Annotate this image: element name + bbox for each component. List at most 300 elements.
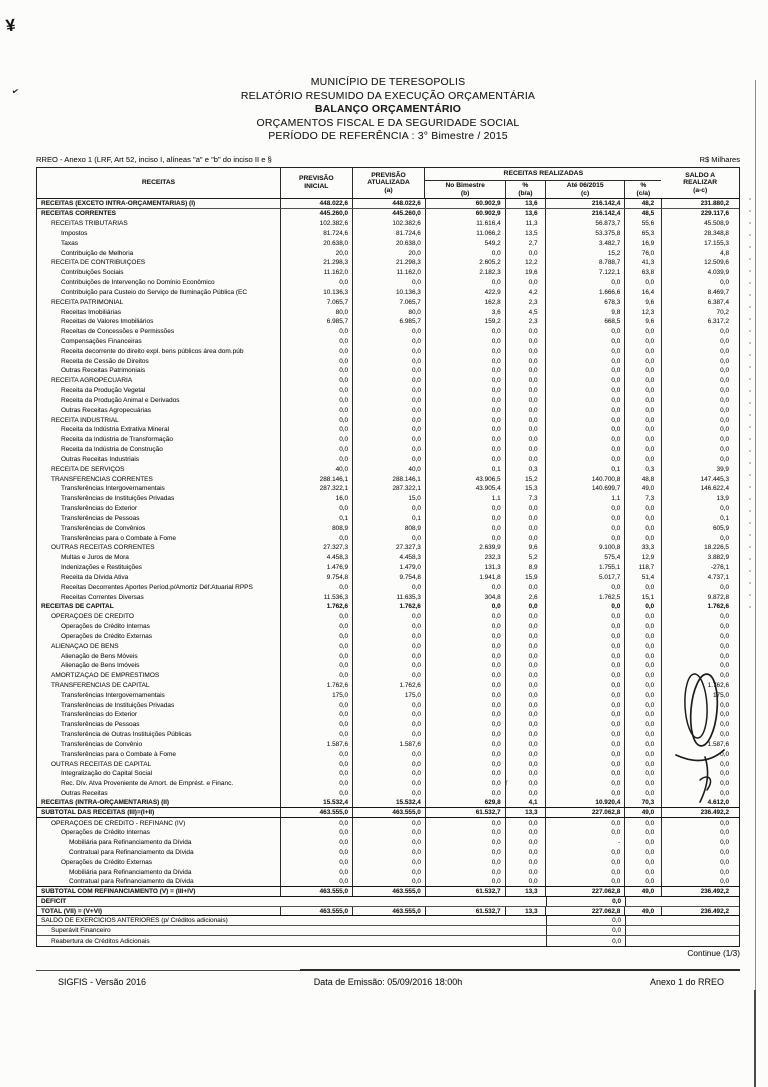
cell-saldo-a-realizar: 1.587,6 [661,740,739,750]
cell-no-bimestre: 0,0 [425,327,505,337]
cell-no-bimestre: 0,0 [425,514,505,524]
table-row [37,867,739,877]
cell-saldo-a-realizar: 0,0 [661,789,739,799]
cell-pct-ba: 13,6 [505,199,545,208]
cell-previsao-inicial: 288.146,1 [280,474,352,484]
row-label: Transferências de Pessoas [61,721,140,729]
row-label: TOTAL (VII) = (V+VI) [41,907,103,915]
cell-ate-062015: 0,0 [545,631,625,641]
table-row [37,641,739,651]
scan-margin-dots [749,198,751,618]
cell-pct-ba: 0,0 [505,779,545,789]
cell-previsao-inicial: 463.555,0 [280,887,352,896]
row-label: TRANSFERÊNCIAS CORRENTES [51,475,153,483]
cell-ate-062015: 0,0 [545,661,625,671]
cell-pct-ca: 12,3 [624,307,661,317]
cell-saldo-a-realizar: 28.348,8 [661,228,739,238]
cell-pct-ba: 15,3 [505,484,545,494]
cell-previsao-inicial: 20,0 [280,248,352,258]
cell-previsao-atualizada: 0,0 [352,327,425,337]
table-row [37,808,739,818]
cell-no-bimestre: 0,0 [425,720,505,730]
cell-saldo-a-realizar: 0,0 [661,346,739,356]
cell-no-bimestre: 0,0 [425,877,505,886]
cell-ate-062015: 8.788,7 [545,258,625,268]
cell-no-bimestre: 2.182,3 [425,268,505,278]
cell-previsao-atualizada: 1.587,6 [352,740,425,750]
cell-ate-062015: 3.482,7 [545,238,625,248]
row-label: Transferências do Exterior [61,711,137,719]
row-label: Rec. Dív. Atva Proveniente de Amort. de Emprést. e Financ. [61,780,234,788]
cell-previsao-inicial: 11.536,3 [280,592,352,602]
cell-previsao-inicial: 287.322,1 [280,484,352,494]
cell-pct-ba: 0,0 [505,867,545,877]
cell-ate-062015: 0,0 [545,710,625,720]
cell-previsao-inicial: 0,0 [280,759,352,769]
cell-previsao-atualizada: 15.532,4 [352,799,425,808]
cell-ate-062015: 9.100,8 [545,543,625,553]
cell-previsao-atualizada: 0,0 [352,376,425,386]
cell-no-bimestre: 0,0 [425,366,505,376]
cell-pct-ca: 49,0 [624,808,661,817]
continue-note: Continue (1/3) [687,948,740,958]
cell-ate-062015: 0,0 [545,700,625,710]
cell-saldo-a-realizar: 18.226,5 [661,543,739,553]
cell-pct-ba: 2,7 [505,238,545,248]
table-row [37,700,739,710]
cell-previsao-inicial: 1.587,6 [280,740,352,750]
cell-saldo-a-realizar: 0,0 [661,405,739,415]
table-row [37,936,739,946]
cell-no-bimestre: 0,0 [425,710,505,720]
table-row [37,386,739,396]
table-row [37,671,739,681]
cell-ate-062015: 216.142,4 [545,209,625,219]
row-label: Operações de Crédito Externas [61,632,153,640]
cell-previsao-inicial: 0,0 [280,445,352,455]
cell-no-bimestre: 0,0 [425,867,505,877]
cell-pct-ca: 49,0 [624,484,661,494]
cell-saldo-a-realizar: 0,0 [661,818,739,828]
cell-previsao-inicial: 0,0 [280,386,352,396]
cell-pct-ca: 0,0 [624,828,661,838]
cell-no-bimestre: 0,0 [425,386,505,396]
cell-previsao-atualizada: 0,0 [352,759,425,769]
table-row [37,572,739,582]
cell-previsao-atualizada: 0,0 [352,779,425,789]
cell-previsao-atualizada: 20.638,0 [352,238,425,248]
cell-no-bimestre: 0,0 [425,740,505,750]
cell-pct-ba: 0,0 [505,769,545,779]
row-label: Superávit Financeiro [51,927,111,935]
cell-ate-062015: 0,0 [545,405,625,415]
cell-pct-ca: 0,0 [624,366,661,376]
cell-saldo-a-realizar: 0,0 [661,366,739,376]
cell-previsao-inicial: 0,0 [280,720,352,730]
cell-pct-ba: 0,0 [505,337,545,347]
cell-previsao-inicial: 0,0 [280,504,352,514]
cell-pct-ca: 0,0 [624,396,661,406]
cell-saldo-a-realizar: 146.622,4 [661,484,739,494]
cell-no-bimestre: 0,0 [425,582,505,592]
cell-previsao-atualizada: 0,0 [352,749,425,759]
cell-pct-ca: 0,0 [624,749,661,759]
cell-previsao-inicial: 0,0 [280,425,352,435]
cell-saldo-a-realizar: 0,0 [661,867,739,877]
cell-pct-ca: 0,0 [624,346,661,356]
cell-pct-ba: 0,0 [505,278,545,288]
cell-ate-062015: 0,0 [545,523,625,533]
row-label: SUBTOTAL DAS RECEITAS (III)=(I+II) [41,809,155,817]
cell-previsao-atualizada: 1.479,0 [352,563,425,573]
cell-previsao-inicial: 0,0 [280,396,352,406]
row-label: Contratual para Refinanciamento da Dívida [69,849,194,857]
cell-no-bimestre: 43.906,5 [425,474,505,484]
table-row [37,484,739,494]
cell-pct-ba: 0,0 [505,710,545,720]
cell-previsao-inicial: 0,0 [280,848,352,858]
annex-line [36,155,740,164]
cell-pct-ca: 7,3 [624,494,661,504]
cell-ate-062015: 0,0 [545,445,625,455]
reference-period: PERÍODO DE REFERÊNCIA : 3° Bimestre / 2015 [268,130,508,142]
row-label: Mobiliária para Refinanciamento da Dívida [69,868,192,876]
cell-saldo-a-realizar: 0,0 [661,700,739,710]
row-label: Contribuição de Melhoria [61,249,134,257]
cell-previsao-inicial: 0,0 [280,327,352,337]
cell-ate-062015: 227.062,8 [545,907,625,916]
cell-no-bimestre: 0,0 [425,690,505,700]
table-row [37,307,739,317]
cell-previsao-inicial: 0,0 [280,415,352,425]
table-row [37,228,739,238]
cell-pct-ca: 0,0 [624,356,661,366]
cell-pct-ba: 0,0 [505,435,545,445]
cell-previsao-inicial: 4.458,3 [280,553,352,563]
cell-pct-ba: 0,0 [505,857,545,867]
table-row [37,474,739,484]
cell-previsao-atualizada: 0,0 [352,346,425,356]
cell-ate-062015: 0,0 [545,867,625,877]
row-label: Operações de Crédito Externas [61,858,153,866]
budgets-subtitle: ORÇAMENTOS FISCAL E DA SEGURIDADE SOCIAL [256,116,520,129]
row-label: RECEITA PATRIMONIAL [51,298,124,306]
row-label: RECEITA DE CONTRIBUIÇÕES [51,259,146,267]
cell-no-bimestre: 11.066,2 [425,228,505,238]
row-label: Receita da Indústria Extrativa Mineral [61,426,170,434]
cell-previsao-inicial: 0,0 [280,612,352,622]
row-label: SUBTOTAL COM REFINANCIAMENTO (V) = (III+IV) [41,887,196,895]
cell-pct-ba: 2,3 [505,297,545,307]
cell-previsao-inicial: 0,0 [280,278,352,288]
cell-ate-062015: 0,0 [545,337,625,347]
cell-previsao-atualizada: 0,0 [352,789,425,799]
cell-previsao-atualizada: 0,0 [352,425,425,435]
cell-pct-ca: 49,0 [624,887,661,896]
cell-ate-062015: 15,2 [545,248,625,258]
cell-pct-ba: 15,2 [505,474,545,484]
cell-no-bimestre: 0,0 [425,533,505,543]
cell-no-bimestre: 0,0 [425,445,505,455]
table-row [37,848,739,858]
cell-no-bimestre: 0,1 [425,464,505,474]
cell-pct-ca: 0,0 [624,415,661,425]
cell-no-bimestre: 0,0 [425,602,505,612]
cell-ate-062015: 0,0 [545,327,625,337]
cell-pct-ba: 0,0 [505,740,545,750]
cell-ate-062015: 0,0 [545,848,625,858]
cell-pct-ca: 0,0 [624,877,661,886]
row-label: Receita da Produção Animal e Derivados [61,396,180,404]
row-label: Contribuições Sociais [61,269,124,277]
cell-previsao-atualizada: 0,0 [352,651,425,661]
cell-pct-ca: 0,0 [624,533,661,543]
cell-pct-ba: 0,0 [505,720,545,730]
cell-previsao-inicial: 0,0 [280,700,352,710]
cell-no-bimestre: 0,0 [425,622,505,632]
cell-pct-ba: 4,1 [505,799,545,808]
cell-no-bimestre: 0,0 [425,818,505,828]
table-row [37,199,739,209]
row-label: Receitas de Valores Imobiliários [61,318,154,326]
cell-pct-ba: 0,0 [505,346,545,356]
col-header-receitas: RECEITAS [141,179,176,187]
cell-pct-ba: 0,0 [505,327,545,337]
table-row [37,710,739,720]
cell-saldo-a-realizar: 0,0 [661,376,739,386]
cell-saldo-a-realizar: 0,0 [661,779,739,789]
cell-no-bimestre: 2.605,2 [425,258,505,268]
cell-ate-062015: 227.062,8 [545,887,625,896]
cell-ate-062015: 668,5 [545,317,625,327]
cell-no-bimestre: 159,2 [425,317,505,327]
cell-previsao-atualizada: 21.298,3 [352,258,425,268]
cell-previsao-atualizada: 0,0 [352,710,425,720]
cell-previsao-atualizada: 0,0 [352,455,425,465]
cell-pct-ca: 16,4 [624,287,661,297]
table-row [37,523,739,533]
table-row [37,602,739,612]
cell-saldo-a-realizar: 4.039,9 [661,268,739,278]
cell-saldo-a-realizar: 0,0 [661,337,739,347]
cell-pct-ba: 4,2 [505,287,545,297]
cell-ate-062015: 0,0 [545,278,625,288]
cell-ate-062015: 1.762,5 [545,592,625,602]
cell-ate-062015: 0,0 [545,671,625,681]
row-label: RECEITAS (INTRA-ORÇAMENTÁRIAS) (II) [41,799,170,807]
row-label: Transferências de Instituições Privadas [61,495,175,503]
cell-pct-ca: 15,1 [624,592,661,602]
budget-table [36,167,740,947]
cell-previsao-atualizada: 0,0 [352,356,425,366]
cell-pct-ca: 0,0 [624,720,661,730]
cell-ate-062015: 1.755,1 [545,563,625,573]
table-row [37,514,739,524]
cell-no-bimestre: 0,0 [425,641,505,651]
cell-pct-ca: 48,8 [624,474,661,484]
cell-pct-ba: 0,0 [505,681,545,691]
cell-previsao-atualizada: 6.985,7 [352,317,425,327]
col-header-pct-ca: % (c/a) [624,181,661,198]
cell-saldo-a-realizar: 1.762,6 [661,602,739,612]
cell-previsao-inicial: 0,0 [280,376,352,386]
cell-ate-062015: 0,0 [545,396,625,406]
cell-no-bimestre: 0,0 [425,278,505,288]
table-row [37,720,739,730]
handwritten-yen-mark: ¥ [4,15,17,36]
cell-pct-ba: 13,3 [505,887,545,896]
cell-no-bimestre: 0,0 [425,661,505,671]
cell-previsao-inicial: 0,0 [280,857,352,867]
cell-pct-ba: 0,0 [505,582,545,592]
cell-pct-ba: 0,0 [505,504,545,514]
table-row [37,887,739,897]
cell-previsao-atualizada: 0,0 [352,720,425,730]
cell-pct-ca: 0,0 [624,740,661,750]
cell-saldo-a-realizar: 8.469,7 [661,287,739,297]
cell-no-bimestre: 0,0 [425,337,505,347]
cell-ate-062015: 0,0 [545,386,625,396]
cell-pct-ba: 13,6 [505,209,545,219]
scan-artifact-line [755,80,756,1080]
cell-pct-ba: 0,0 [505,631,545,641]
table-row [37,494,739,504]
cell-pct-ca: 118,7 [624,563,661,573]
cell-pct-ca: 0,0 [624,612,661,622]
cell-previsao-inicial: 463.555,0 [280,907,352,916]
cell-pct-ba: 9,6 [505,543,545,553]
currency-unit-label: R$ Milhares [699,155,740,164]
cell-ate-062015: 140.699,7 [545,484,625,494]
cell-previsao-atualizada: 11.635,3 [352,592,425,602]
table-row [37,818,739,828]
cell-ate-062015: 0,0 [545,749,625,759]
cell-previsao-inicial: 40,0 [280,464,352,474]
cell-previsao-inicial: 81.724,6 [280,228,352,238]
cell-saldo-a-realizar: 17.155,3 [661,238,739,248]
cell-pct-ba: 2,3 [505,317,545,327]
cell-saldo-a-realizar: 0,0 [661,445,739,455]
table-row [37,759,739,769]
cell-previsao-atualizada: 27.327,3 [352,543,425,553]
cell-no-bimestre: 0,0 [425,425,505,435]
table-body [37,199,739,946]
cell-pct-ba: 5,2 [505,553,545,563]
cell-previsao-atualizada: 0,0 [352,818,425,828]
cell-pct-ca: 0,0 [624,523,661,533]
table-row [37,877,739,887]
cell-no-bimestre: 11.616,4 [425,219,505,229]
cell-ate-062015: 0,0 [545,690,625,700]
cell-previsao-inicial: 0,0 [280,366,352,376]
row-label: ALIENAÇÃO DE BENS [51,642,119,650]
row-label: AMORTIZAÇÃO DE EMPRÉSTIMOS [51,672,160,680]
cell-pct-ca: 9,6 [624,297,661,307]
cell-previsao-inicial: 0,0 [280,356,352,366]
cell-pct-ba: 0,0 [505,828,545,838]
cell-no-bimestre: 0,0 [425,415,505,425]
cell-ate-062015: 0,0 [545,612,625,622]
cell-ate-062015: 0,0 [545,818,625,828]
cell-previsao-inicial: 11.162,0 [280,268,352,278]
table-row [37,916,739,926]
cell-pct-ca: 0,0 [624,514,661,524]
row-label: OPERAÇÕES DE CRÉDITO - REFINANC (IV) [51,819,186,827]
table-row [37,346,739,356]
cell-pct-ba: 0,0 [505,425,545,435]
cell-previsao-atualizada: 102.382,6 [352,219,425,229]
row-label: Transferências do Exterior [61,505,137,513]
cell-pct-ba: 0,0 [505,455,545,465]
cell-saldo-a-realizar: 0,0 [661,327,739,337]
cell-previsao-atualizada: 0,0 [352,641,425,651]
cell-previsao-inicial: 0,0 [280,631,352,641]
cell-ate-062015: 0,0 [545,356,625,366]
cell-saldo-a-realizar: 231.880,2 [661,199,739,208]
cell-pct-ba: 0,0 [505,602,545,612]
cell-pct-ba: 0,0 [505,838,545,848]
cell-ate-062015: 0,0 [545,720,625,730]
cell-pct-ba: 13,5 [505,228,545,238]
cell-pct-ba: 0,0 [505,396,545,406]
cell-pct-ba: 0,0 [505,700,545,710]
cell-pct-ba: 13,3 [505,808,545,817]
table-row [37,543,739,553]
cell-no-bimestre: 0,0 [425,838,505,848]
cell-saldo-a-realizar: 0,0 [661,769,739,779]
cell-saldo-a-realizar: 0,0 [661,386,739,396]
cell-pct-ba: 15,9 [505,572,545,582]
cell-pct-ca: 0,0 [624,700,661,710]
cell-previsao-inicial: 0,0 [280,405,352,415]
cell-saldo-a-realizar: 0,0 [661,730,739,740]
cell-previsao-atualizada: 0,0 [352,533,425,543]
cell-pct-ca: 0,3 [624,464,661,474]
cell-saldo-a-realizar: 6.317,2 [661,317,739,327]
cell-previsao-inicial: 0,0 [280,346,352,356]
cell-ate-062015: 0,0 [545,877,625,886]
cell-saldo-a-realizar: 236.492,2 [661,808,739,817]
cell-saldo-a-realizar: 0,0 [661,533,739,543]
row-label: DÉFICIT [41,897,67,905]
cell-saldo-a-realizar: 605,9 [661,523,739,533]
cell-pct-ba: 0,0 [505,612,545,622]
cell-previsao-inicial: 1.476,9 [280,563,352,573]
cell-previsao-atualizada: 0,0 [352,396,425,406]
table-row [37,622,739,632]
cell-pct-ca: 0,0 [624,445,661,455]
table-row [37,238,739,248]
cell-saldo-a-realizar: 0,0 [661,415,739,425]
cell-no-bimestre: 0,0 [425,671,505,681]
row-label: Transferências Intergovernamentais [61,485,165,493]
row-label: Receita da Dívida Ativa [61,573,129,581]
col-header-saldo-a-realizar: SALDO A REALIZAR (a-c) [683,171,718,194]
table-row [37,464,739,474]
table-header [37,168,739,199]
row-label: Outras Receitas Industriais [61,455,140,463]
cell-previsao-inicial: 102.382,6 [280,219,352,229]
cell-pct-ba: 0,3 [505,464,545,474]
table-row [37,425,739,435]
cell-previsao-atualizada: 0,0 [352,278,425,288]
cell-saldo-a-realizar: 0,0 [661,455,739,465]
cell-pct-ca: 12,9 [624,553,661,563]
cell-pct-ba: 0,0 [505,818,545,828]
cell-pct-ca: 63,8 [624,268,661,278]
col-header-previsao-inicial: PREVISÃO INICIAL [280,168,352,198]
footer-rule-heavy [300,969,740,971]
